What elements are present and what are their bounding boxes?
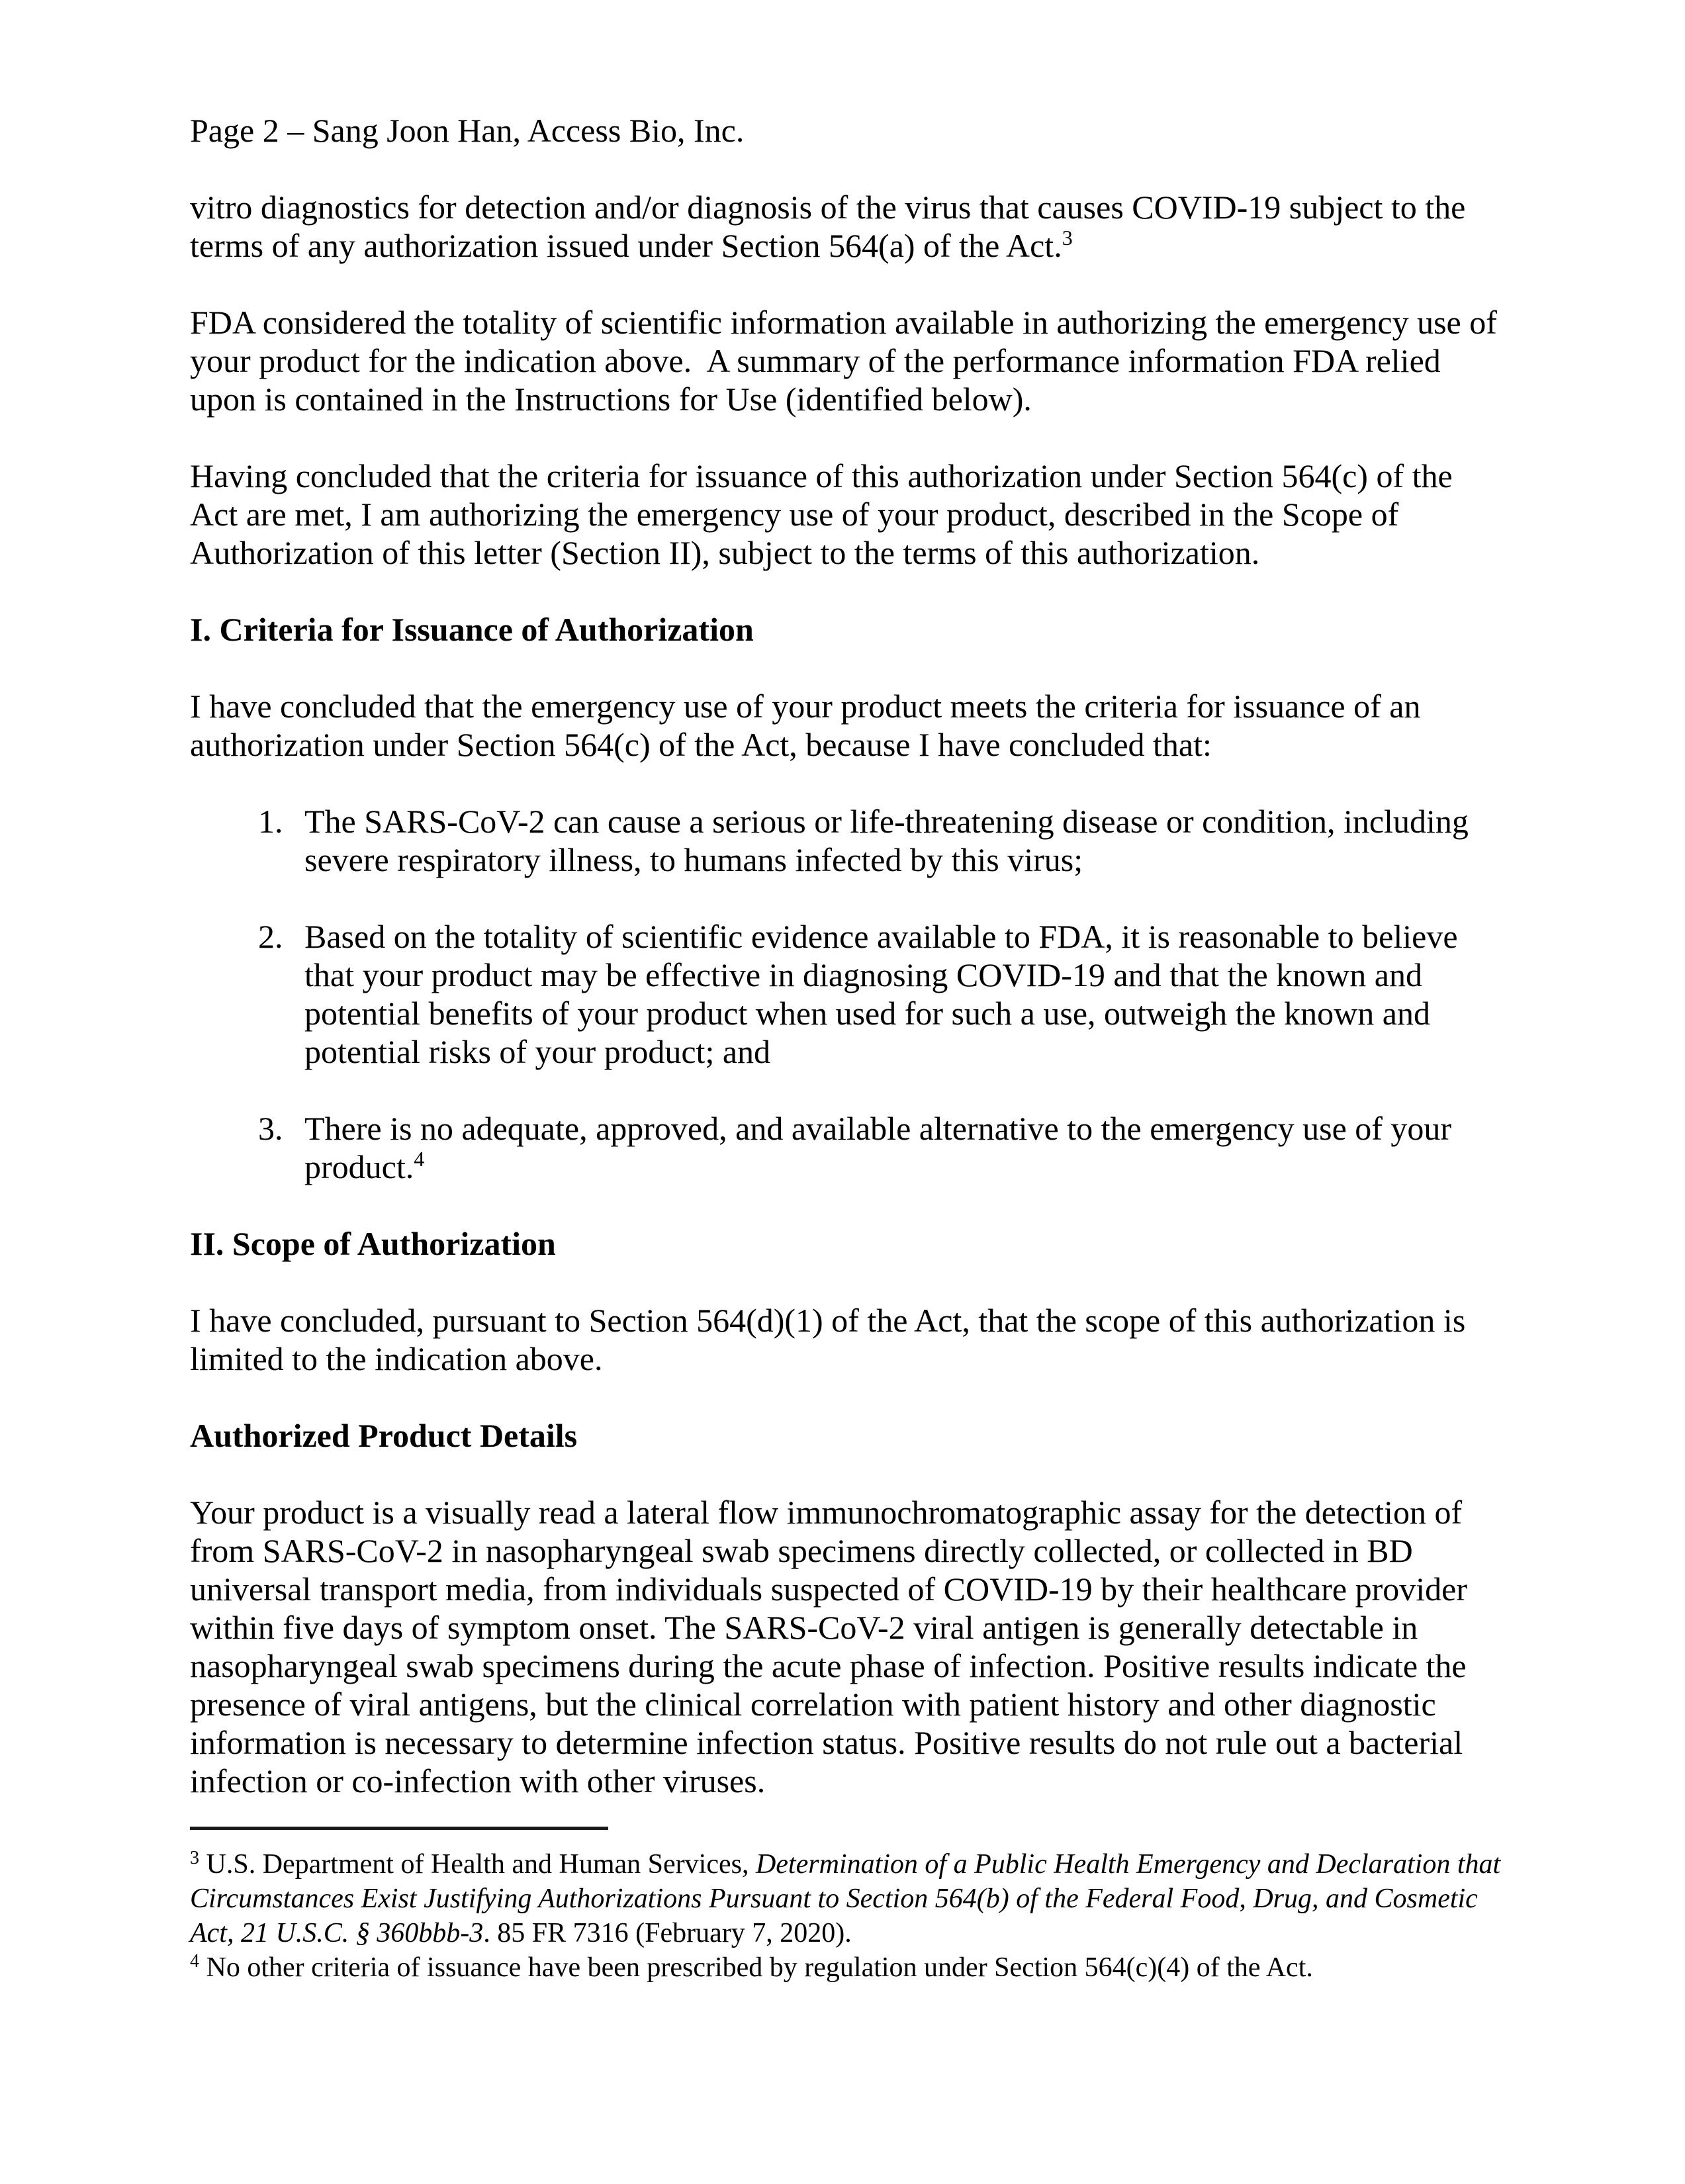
- list-item-number: 1.: [258, 803, 283, 840]
- footnote-area: [190, 1827, 1508, 1985]
- text-run: The SARS-CoV-2 can cause a serious or life-threatening disease or condition, including severe respiratory illness, to humans infected by this virus;: [304, 803, 1477, 878]
- text-run: FDA considered the totality of scientific information available in authorizing the emergency use of your product for the indication above. A summary of the performance information FDA relied upon is contained in the Instructions for Use (identified below).: [190, 304, 1506, 418]
- text-run: Based on the totality of scientific evidence available to FDA, it is reasonable to believe that your product may be effective in diagnosing COVID-19 and that the known and potential benefits of your product when used for such a use, outweigh the known and potential risks of your product; and: [304, 918, 1467, 1070]
- text-run: II. Scope of Authorization: [190, 1225, 556, 1262]
- page-header: Page 2 – Sang Joon Han, Access Bio, Inc.: [190, 112, 745, 149]
- footnote-reference: 4: [414, 1147, 425, 1171]
- footnote-reference: 3: [1062, 226, 1073, 250]
- footnote-marker: 4: [190, 1951, 199, 1972]
- text-run: Having concluded that the criteria for issuance of this authorization under Section 564(c) of the Act are met, I am authorizing the emergency use of your product, described in the Scope of Authorization of this letter (Section II), subject to the terms of this authorization.: [190, 457, 1459, 571]
- body-paragraph: [190, 457, 1502, 572]
- text-run: I have concluded that the emergency use of your product meets the criteria for issuance of an authorization under Section 564(c) of the Act, because I have concluded that:: [190, 688, 1429, 763]
- numbered-list-item: [190, 802, 1502, 879]
- letter-body: [190, 188, 1506, 1800]
- numbered-list-item: [190, 917, 1502, 1071]
- numbered-list-item: [190, 1109, 1502, 1186]
- body-paragraph: [190, 1301, 1502, 1378]
- list-item-number: 2.: [258, 918, 283, 955]
- section-heading: [190, 1224, 1502, 1263]
- footnote-marker: 3: [190, 1848, 199, 1868]
- body-paragraph: [190, 303, 1506, 418]
- footnote-separator: [190, 1827, 608, 1830]
- text-run: . 85 FR 7316 (February 7, 2020).: [483, 1918, 852, 1948]
- body-paragraph: [190, 687, 1502, 764]
- text-run: vitro diagnostics for detection and/or diagnosis of the virus that causes COVID-19 subject to the terms of any authorization issued under Section 564(a) of the Act.: [190, 189, 1474, 264]
- list-item-text: [304, 1110, 1460, 1185]
- text-run: There is no adequate, approved, and available alternative to the emergency use of your product.: [304, 1110, 1460, 1185]
- footnotes-list: [190, 1847, 1508, 1985]
- italic-text-run: Determination of a Public Health Emergency and Declaration that Circumstances Exist Justifying Authorizations Pursuant to Section 564(b) of the Federal Food, Drug, and Cosmetic Act, 21 U.S.C. § 360bbb-3: [190, 1849, 1508, 1948]
- body-paragraph: [190, 188, 1502, 265]
- list-item-text: [304, 803, 1477, 878]
- footnote: [190, 1950, 1502, 1985]
- text-run: Your product is a visually read a lateral flow immunochromatographic assay for the detection of from SARS-CoV-2 in nasopharyngeal swab specimens directly collected, or collected in BD universal transport media, from individuals suspected of COVID-19 by their healthcare provider within five days of symptom onset. The SARS-CoV-2 viral antigen is generally detectable in nasopharyngeal swab specimens during the acute phase of infection. Positive results indicate the presence of viral antigens, but the clinical correlation with patient history and other diagnostic information is necessary to determine infection status. Positive results do not rule out a bacterial infection or co-infection with other viruses.: [190, 1494, 1476, 1799]
- list-item-number: 3.: [258, 1110, 283, 1147]
- body-paragraph: [190, 1493, 1502, 1800]
- text-run: U.S. Department of Health and Human Services,: [199, 1849, 756, 1880]
- text-run: I have concluded, pursuant to Section 564(d)(1) of the Act, that the scope of this authorization is limited to the indication above.: [190, 1302, 1474, 1377]
- section-heading: [190, 610, 1502, 649]
- text-run: Authorized Product Details: [190, 1417, 578, 1454]
- text-run: No other criteria of issuance have been prescribed by regulation under Section 564(c)(4) of the Act.: [199, 1952, 1313, 1983]
- text-run: I. Criteria for Issuance of Authorization: [190, 611, 754, 648]
- list-item-text: [304, 918, 1466, 1070]
- footnote: [190, 1847, 1508, 1950]
- section-heading: [190, 1416, 1502, 1455]
